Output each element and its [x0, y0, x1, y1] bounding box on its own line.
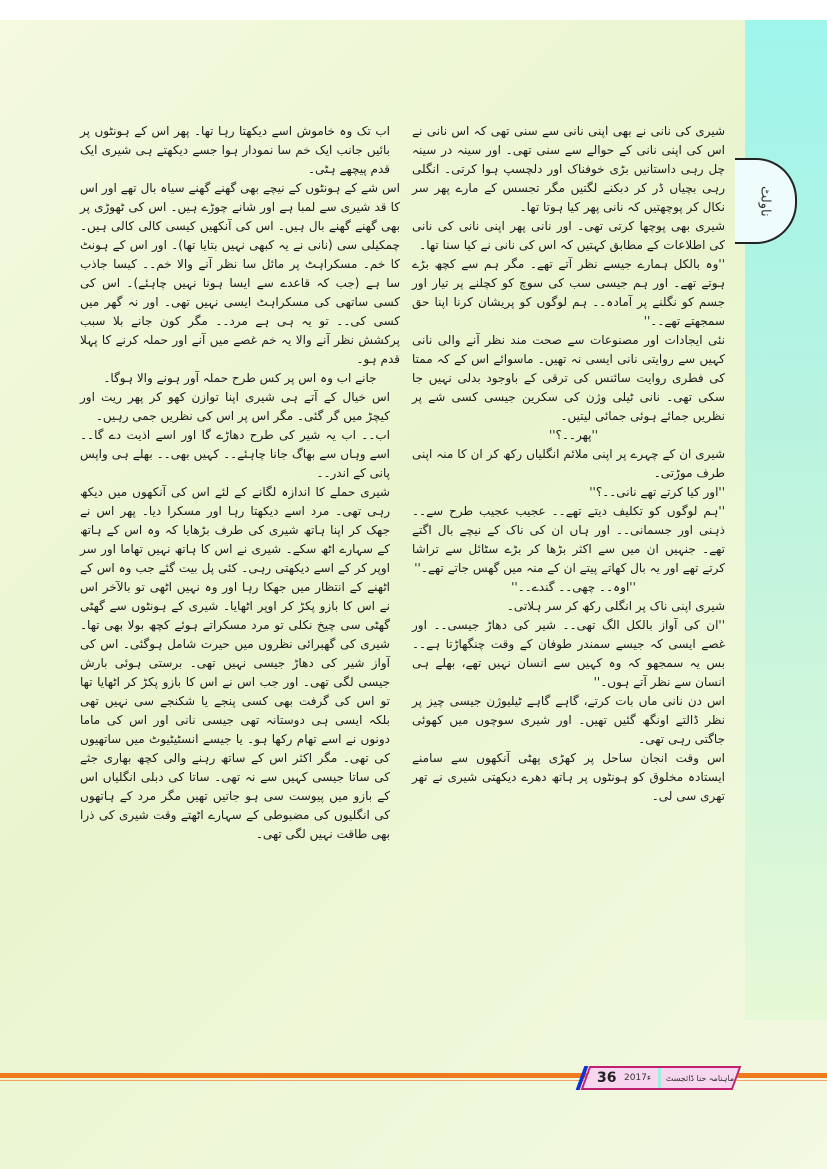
- paragraph: ''اور کیا کرتے تھے نانی۔۔؟'': [589, 485, 725, 499]
- paragraph: شیری کی نانی نے بھی اپنی نانی سے سنی تھی کہ اس نانی نے اس کی اپنی نانی کے حوالے سے سنی تھی۔ اور سینہ در سینہ چل رہی داستانیں بڑی خوفناک اور دلچسپ ہوا کرتی۔ انگلی رہی بچیاں ڈر کر دبکنے لگتیں مگر تجسس کے مارے پھر سر نکال کر پوچھتیں کہ نانی پھر کیا ہوتا تھا۔: [412, 124, 725, 214]
- right-column: [412, 122, 735, 806]
- paragraph: شیری بھی پوچھا کرتی تھی۔ اور نانی پھر اپنی نانی کی نانی کی اطلاعات کے مطابق کہتیں کہ اس کی نانی نے کیا سنا تھا۔: [412, 219, 725, 252]
- paragraph: شیری ان کے چہرے پر اپنی ملائم انگلیاں رکھ کر ان کا منہ اپنی طرف موڑتی۔: [412, 447, 725, 480]
- paragraph: شیری اپنی ناک پر انگلی رکھ کر سر ہلاتی۔: [506, 599, 725, 613]
- paragraph: اس خیال کے آتے ہی شیری اپنا توازن کھو کر پھر ریت اور کیچڑ میں گر گئی۔ مگر اس پر اس کی نظریں جمی رہیں۔: [80, 390, 390, 423]
- paragraph: اس دن نانی ماں بات کرتے، گاہے گاہے ٹیلیوژن جیسی چیز پر نظر ڈالتے اونگھ گئیں تھیں۔ اور شیری سوچوں میں کھوئی جاگتی رہی تھی۔: [412, 694, 725, 746]
- paragraph: نئی ایجادات اور مصنوعات سے صحت مند نظر آنے والی نانی کہیں سے روایتی نانی ایسی نہ تھیں۔ ماسوائے اس کے کہ ممتا کی فطری روایت سائنس کی ترقی کے باوجود بدلی نہیں جا سکی تھی۔ نانی ٹیلی وژن کی سکرین جیسی کسی شے پر نظریں جمائے ہوئی جمائی لیتیں۔: [412, 333, 725, 423]
- issue-date: 2017ء: [624, 1073, 652, 1083]
- top-margin: [0, 0, 827, 20]
- paragraph: ''ہم لوگوں کو تکلیف دیتے تھے۔۔ عجیب عجیب طرح سے۔۔ ذہنی اور جسمانی۔۔ اور ہاں ان کی ناک کے نیچے بال اگتے تھے۔ جنہیں ان میں سے اکثر بڑھا کر بڑے سٹائل سے تراشا کرتے تھے اور یہ بال کھاتے پیتے ان کے منہ میں گھس جاتے تھے۔'': [412, 504, 725, 575]
- page-badge: [581, 1066, 742, 1090]
- section-tab-label: ناولٹ: [757, 185, 773, 217]
- magazine-name: ماہنامہ حنا ڈائجسٹ: [665, 1073, 734, 1083]
- badge-divider: [658, 1068, 661, 1088]
- page-number: 36: [597, 1070, 617, 1086]
- paragraph: اب۔۔ اب یہ شیر کی طرح دھاڑے گا اور اسے اذیت دے گا۔۔ اسے وہاں سے بھاگ جانا چاہئے۔۔ کہیں بھی۔۔ بھلے ہی واپس پانی کے اندر۔۔: [80, 428, 390, 480]
- left-column: [80, 122, 400, 844]
- paragraph: اس شے کے ہونٹوں کے نیچے بھی گھنے گھنے سیاہ بال تھے اور اس کا قد شیری سے لمبا ہے اور شانے چوڑے ہیں۔ اس کی ٹھوڑی پر بھی گھنے گھنے بال ہیں۔ اس کی آنکھیں کیسی کالی کالی ہیں۔ چمکیلی سی (نانی نے یہ کبھی نہیں بتایا تھا)۔ اور اس کے ہونٹ کا خم۔ مسکراہٹ پر مائل سا نظر آنے والا خم۔۔ کیسا جاذب سا ہے (جب کہ قاعدے سے ایسا ہونا نہیں چاہئے)۔ اس کی کسی ساتھی کی مسکراہٹ ایسی نہیں تھی۔ اور نہ گھر میں کسی کی۔۔ تو یہ ہی ہے مرد۔۔ مگر کون جانے بلا سبب پرکشش نظر آنے والا یہ خم غصے میں آنے اور حملہ کرنے کا پہلا قدم ہو۔: [80, 181, 400, 366]
- paragraph: ''ان کی آواز بالکل الگ تھی۔۔ شیر کی دھاڑ جیسی۔۔ اور غصے ایسی کہ جیسے سمندر طوفان کے وقت چنگھاڑتا ہے۔۔ بس یہ سمجھو کہ وہ کہیں سے انسان نہیں تھے، بھلے ہی انسان سے نظر آتے ہوں۔'': [412, 618, 725, 689]
- paragraph: ''وہ بالکل ہمارے جیسے نظر آتے تھے۔ مگر ہم سے کچھ بڑے ہوتے تھے۔ اور ہم جیسی سب کی سوچ کو کچلنے پر تیار اور جسم کو نگلنے پر آمادہ۔۔ ہم لوگوں کو پریشان کرنا اپنا حق سمجھتے تھے۔۔'': [412, 257, 725, 328]
- paragraph: شیری حملے کا اندازہ لگانے کے لئے اس کی آنکھوں میں دیکھ رہی تھی۔ مرد اسے دیکھتا رہا اور مسکرا دیا۔ پھر اس نے جھک کر اپنا ہاتھ شیری کی طرف بڑھایا کہ وہ اس کے ہاتھ کے سہارے اٹھ سکے۔ شیری نے اس کا ہاتھ نہیں تھاما اور سر اوپر کر کے اسے دیکھتی رہی۔ کئی پل بیت گئے جب وہ اس کے اٹھنے کے انتظار میں جھکا رہا اور وہ نہیں اٹھی تو بالآخر اس نے اس کا بازو پکڑ کر اوپر اٹھایا۔ شیری کے ہونٹوں سے گھٹی گھٹی سی چیخ نکلی تو مرد مسکراتے ہوئے کچھ بولا بھی تھا۔ شیری کی گھبرائی نظروں میں حیرت شامل ہوگئی۔ اس کی آواز شیر کی دھاڑ جیسی نہیں تھی۔ برستی ہوئی بارش جیسی لگی تھی۔ اور جب اس نے اس کا بازو پکڑ کر اٹھایا تھا تو اس کی گرفت بھی کسی پنجے یا شکنجے سی نہیں تھی بلکہ ایسی ہی دوستانہ تھی جیسی نانی اور اس کی ماما دونوں نے اسے تھام رکھا ہو۔ یا جیسے انسٹیٹیوٹ میں ساتھیوں کی تھی۔ مگر اکثر اس کے ساتھ رہنے والی کچھ بھاری جثے کی ساتا جیسی کہیں سے نہ تھی۔ ساتا کی دبلی انگلیاں اس کے بازو میں پیوست سی ہو جاتیں تھیں مگر مرد کے ہاتھوں کی انگلیوں کی مضبوطی کے سہارے اٹھتے وقت شیری کی ذرا بھی طاقت نہیں لگی تھی۔: [80, 485, 390, 841]
- paragraph: اس وقت انجان ساحل پر کھڑی پھٹی آنکھوں سے سامنے ایستادہ مخلوق کو ہونٹوں پر ہاتھ دھرے دیکھتی شیری نے تھر تھری سی لی۔: [412, 751, 725, 803]
- paragraph: جانے اب وہ اس پر کس طرح حملہ آور ہونے والا ہوگا۔: [103, 371, 377, 385]
- paragraph: اب تک وہ خاموش اسے دیکھتا رہا تھا۔ پھر اس کے ہونٹوں پر بائیں جانب ایک خم سا نمودار ہوا جسے دیکھتے ہی شیری ایک قدم پیچھے ہٹی۔: [80, 124, 390, 176]
- paragraph: ''پھر۔۔؟'': [548, 428, 599, 442]
- paragraph: ''اوہ۔۔ چھی۔۔ گندے۔۔'': [511, 580, 636, 594]
